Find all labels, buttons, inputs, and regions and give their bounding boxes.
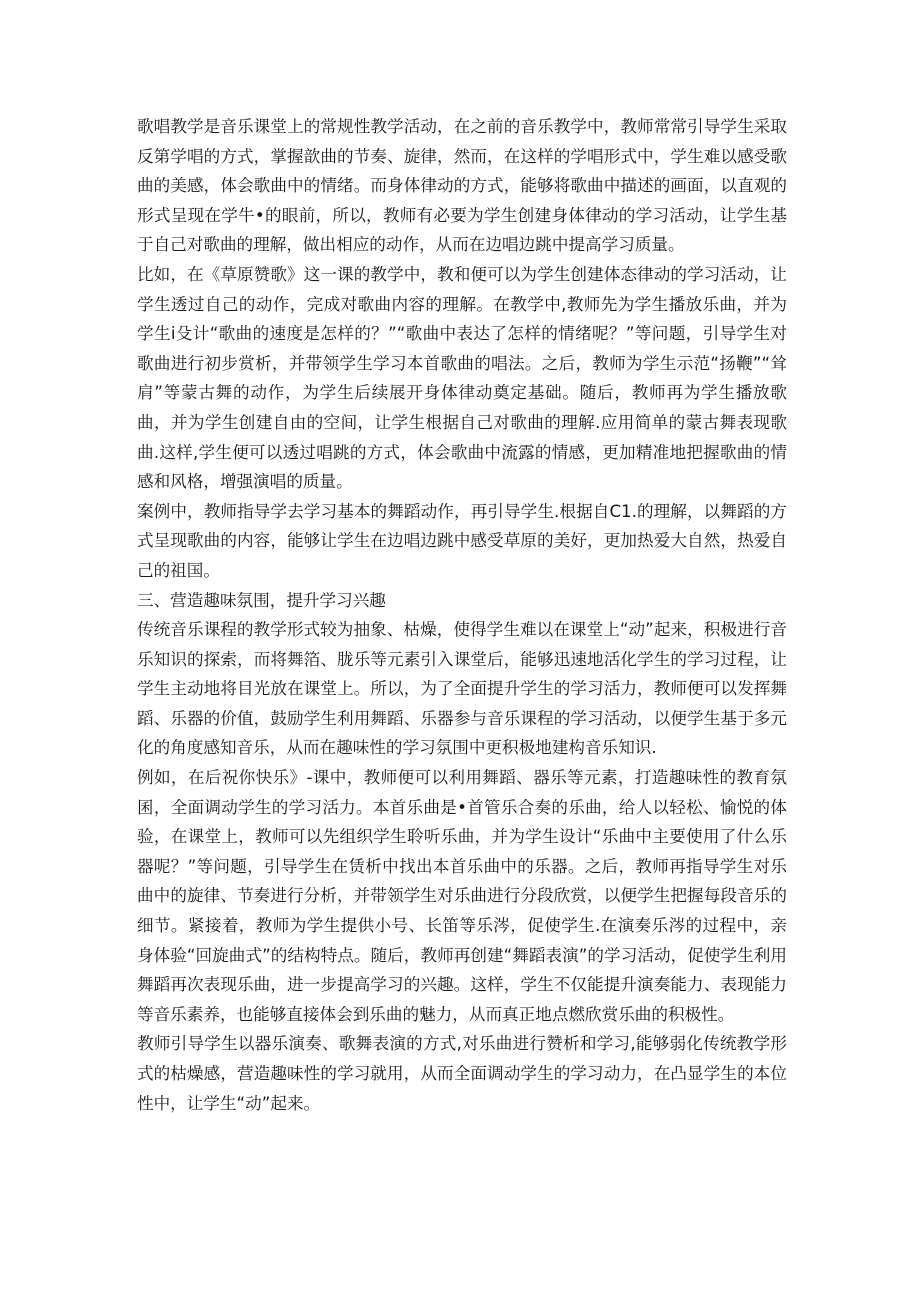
section-heading: 三、营造趣味氛围，提升学习兴趣 [137, 590, 386, 610]
paragraph-2: 比如，在《草原赞歌》这一课的教学中，教和便可以为学生创建体态律动的学习活动，让学生透过自己的动作，完成对歌曲内容的理解。在教学中,教师先为学生播放乐曲，并为学生i殳计“歌曲的速度是怎样的？”“歌曲中表达了怎样的情绪呢？”等问题，引导学生对歌曲进行初步赏析，并带领学生学习本首歌曲的唱法。之后，教师为学生示范“扬鞭”“耸肩”等蒙古舞的动作，为学生后续展开身体律动奠定基础。随后，教师再为学生播放歌曲，并为学生创建自由的空间，让学生根据自己对歌曲的理解.应用简单的蒙古舞表现歌曲.这样,学生便可以透过唱跳的方式，体会歌曲中流露的情感，更加精准地把握歌曲的情感和风格，增强演唱的质量。 [137, 264, 787, 492]
paragraph-6: 教师引导学生以器乐演奏、歌舞表演的方式,对乐曲进行赞析和学习,能够弱化传统教学形式的枯燥感，营造趣味性的学习就用，从而全面调动学生的学习动力，在凸显学生的本位性中，让学生“动”起来。 [137, 1034, 787, 1113]
paragraph-3: 案例中，教师指导学去学习基本的舞蹈动作，再引导学生.根据自C1.的理解，以舞蹈的方式呈现歌曲的内容，能够让学生在边唱边跳中感受草原的美好，更加热爱大自然，热爱自己的祖国。 [137, 501, 787, 580]
document-body [137, 112, 787, 1118]
paragraph-4: 传统音乐课程的教学形式较为抽象、枯燥，使得学生难以在课堂上“动”起来，积极进行音乐知识的探索，而将舞箔、胧乐等元素引入课堂后，能够迅速地活化学生的学习过程，让学生主动地将目光放在课堂上。所以，为了全面提升学生的学习活力，教师便可以发挥舞蹈、乐器的价值，鼓励学生利用舞蹈、乐器参与音乐课程的学习活动，以便学生基于多元化的角度感知音乐，从而在趣味性的学习氛围中更积极地建构音乐知识. [137, 620, 787, 758]
paragraph-5: 例如，在后祝你快乐》-课中，教师便可以利用舞蹈、器乐等元素，打造趣味性的教育氛囷，全面调动学生的学习活力。本首乐曲是•首管乐合奏的乐曲，给人以轻松、愉悦的体验，在课堂上，教师可以先组织学生聆听乐曲，并为学生设计“乐曲中主要使用了什么乐器呢？”等问题，引导学生在赁析中找出本首乐曲中的乐器。之后，教师再指导学生对乐曲中的旋律、节奏进行分析，并带领学生对乐曲进行分段欣赏，以便学生把握每段音乐的细节。紧接着，教师为学生提供小号、长笛等乐涔，促使学生.在演奏乐涔的过程中，亲身体验“回旋曲式”的结构特点。随后，教师再创建“舞蹈表演”的学习活动，促使学生利用舞蹈再次表现乐曲，进一步提高学习的兴趣。这样，学生不仅能提升演奏能力、表现能力等音乐素养，也能够直接体会到乐曲的魅力，从而真正地点燃欣赏乐曲的积极性。 [137, 768, 787, 1024]
paragraph-1: 歌唱教学是音乐课堂上的常规性教学活动，在之前的音乐教学中，教师常常引导学生采取反第学唱的方式，掌握歆曲的节奏、旋律，然而，在这样的学唱形式中，学生难以感受歌曲的美感，体会歌曲中的情绪。而身体律动的方式，能够将歌曲中描述的画面，以直观的形式呈现在学牛•的眼前，所以，教师有必要为学生创建身体律动的学习活动，让学生基于自己对歌曲的理解，做出相应的动作，从而在边唱边跳中提高学习质量。 [137, 117, 787, 255]
